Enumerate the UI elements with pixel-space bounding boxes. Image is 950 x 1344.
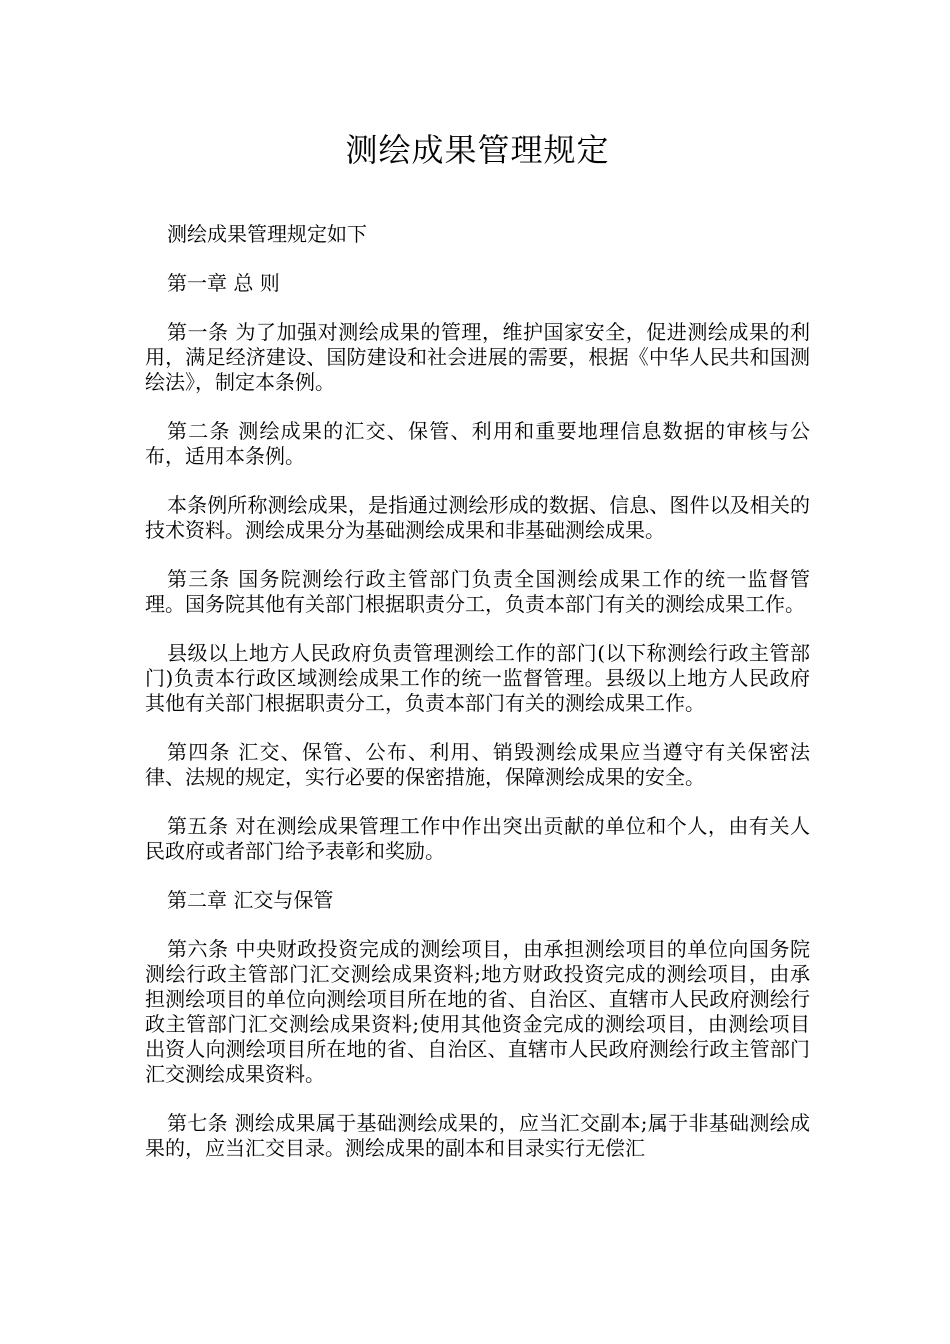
chapter-heading: 第一章 总 则 [167, 271, 280, 295]
article-paragraph: 第七条 测绘成果属于基础测绘成果的，应当汇交副本;属于非基础测绘成果的，应当汇交目录。测绘成果的副本和目录实行无偿汇 [145, 1111, 810, 1160]
article-paragraph: 第六条 中央财政投资完成的测绘项目，由承担测绘项目的单位向国务院测绘行政主管部门汇交测绘成果资料;地方财政投资完成的测绘项目，由承担测绘项目的单位向测绘项目所在地的省、自治区、直辖市人民政府测绘行政主管部门汇交测绘成果资料;使用其他资金完成的测绘项目，由测绘项目出资人向测绘项目所在地的省、自治区、直辖市人民政府测绘行政主管部门汇交测绘成果资料。 [145, 937, 810, 1086]
chapter-heading: 第二章 汇交与保管 [167, 888, 334, 912]
article-paragraph: 县级以上地方人民政府负责管理测绘工作的部门(以下称测绘行政主管部门)负责本行政区域测绘成果工作的统一监督管理。县级以上地方人民政府其他有关部门根据职责分工，负责本部门有关的测绘成果工作。 [145, 641, 810, 715]
article-paragraph: 第一条 为了加强对测绘成果的管理，维护国家安全，促进测绘成果的利用，满足经济建设、国防建设和社会进展的需要，根据《中华人民共和国测绘法》，制定本条例。 [145, 320, 810, 394]
article-paragraph: 本条例所称测绘成果，是指通过测绘形成的数据、信息、图件以及相关的技术资料。测绘成果分为基础测绘成果和非基础测绘成果。 [145, 493, 810, 542]
document-body [145, 222, 810, 1185]
intro-paragraph: 测绘成果管理规定如下 [167, 222, 367, 246]
article-paragraph: 第四条 汇交、保管、公布、利用、销毁测绘成果应当遵守有关保密法律、法规的规定，实行必要的保密措施，保障测绘成果的安全。 [145, 740, 810, 789]
article-paragraph: 第二条 测绘成果的汇交、保管、利用和重要地理信息数据的审核与公布，适用本条例。 [145, 419, 810, 468]
document-title: 测绘成果管理规定 [345, 131, 610, 169]
article-paragraph: 第三条 国务院测绘行政主管部门负责全国测绘成果工作的统一监督管理。国务院其他有关部门根据职责分工，负责本部门有关的测绘成果工作。 [145, 567, 810, 616]
article-paragraph: 第五条 对在测绘成果管理工作中作出突出贡献的单位和个人，由有关人民政府或者部门给予表彰和奖励。 [145, 814, 810, 863]
